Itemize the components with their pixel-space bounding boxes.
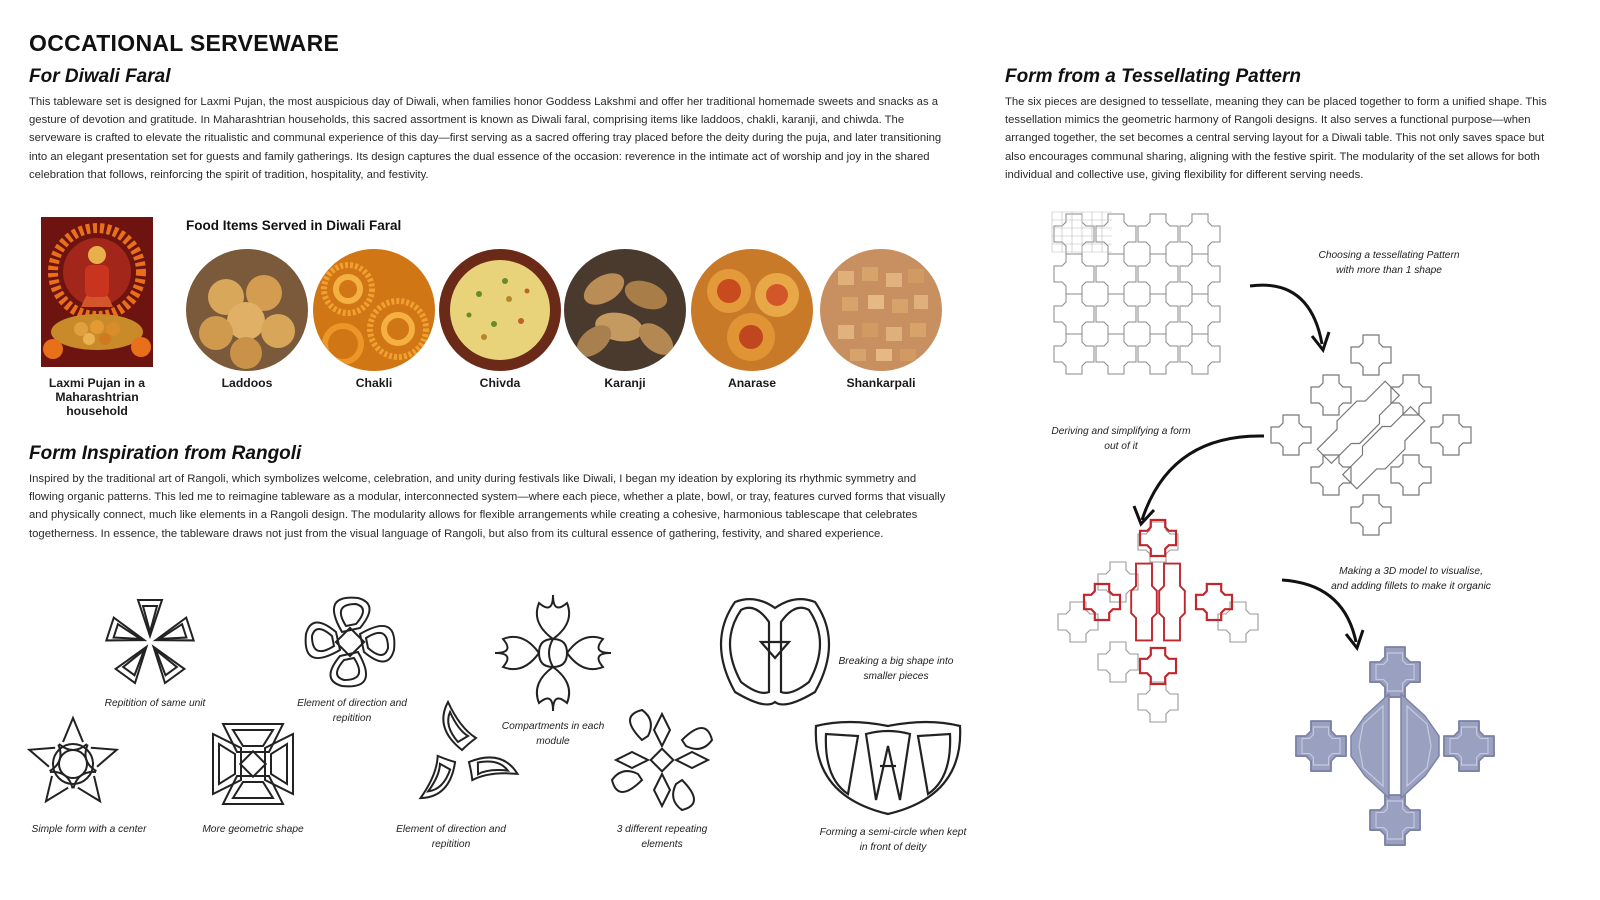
diwali-paragraph: This tableware set is designed for Laxmi Pujan, the most auspicious day of Diwali, when families honor Goddess Lakshmi and offer her traditional homemade sweets and snacks as a gesture of devotion and gratitude. In Maharashtrian households, this sacred assortment is known as Diwali faral, comprising items like laddoos, chakli, karanji, and chiwda. The serveware is crafted to elevate the ritualistic and communal experience of this day—first serving as a sacred offering tray placed before the deity during the puja, and later transitioning into an elegant presentation set for guests and family gatherings. Its design captures the dual essence of the occasion: reverence in the intimate act of worship and joy in the shared celebration that follows, reinforcing the spirit of tradition, hospitality, and festivity. xyxy=(29,96,942,181)
caption-breaking-shape: Breaking a big shape into smaller pieces xyxy=(838,656,954,682)
food-label: Shankarpali xyxy=(846,376,916,390)
motif-compartments xyxy=(493,594,613,717)
laxmi-pujan-image xyxy=(41,217,153,367)
caption-semi-circle: Forming a semi-circle when kept in front of deity xyxy=(819,827,967,853)
caption-repetition-same-unit: Repitition of same unit xyxy=(104,698,206,709)
chakli-image xyxy=(313,249,435,371)
motif-repetition-same-unit xyxy=(95,592,205,697)
caption-simple-form: Simple form with a center xyxy=(31,824,147,835)
chivda-image xyxy=(439,249,561,371)
page-title: OCCATIONAL SERVEWARE xyxy=(29,30,340,56)
tessellation-grid-pattern xyxy=(1052,212,1224,379)
anarase-image xyxy=(691,249,813,371)
caption-choosing-pattern: Choosing a tessellating Pattern with more than 1 shape xyxy=(1318,250,1460,276)
tessellation-heading: Form from a Tessellating Pattern xyxy=(1005,66,1301,87)
caption-three-elements: 3 different repeating elements xyxy=(616,824,708,850)
food-items-heading: Food Items Served in Diwali Faral xyxy=(186,218,402,233)
motif-geometric-shape xyxy=(206,714,300,819)
highlighted-form-selection xyxy=(1048,512,1268,737)
food-label: Chakli xyxy=(355,376,393,390)
rangoli-paragraph: Inspired by the traditional art of Rangoli, which symbolizes welcome, celebration, and unity during festivals like Diwali, I began my ideation by exploring its rhythmic symmetry and flowing organic patterns. This led me to reimagine tableware as a modular, interconnected system—where each piece, whether a plate, bowl, or tray, features curved forms that visually and physically connect, much like elements in a Rangoli design. The modularity allows for flexible arrangements while creating a cohesive, harmonious tablescape that celebrates togetherness. In essence, the tableware draws not just from the visual language of Rangoli, but also from its cultural essence of gathering, festivity, and shared experience. xyxy=(29,473,946,540)
motif-breaking-shape xyxy=(712,594,838,715)
motif-semi-circle xyxy=(812,716,964,821)
motif-three-elements xyxy=(604,702,720,823)
shankarpali-image xyxy=(820,249,942,371)
motif-direction-repetition-2 xyxy=(410,700,514,821)
laddoos-image xyxy=(186,249,308,371)
food-label: Chivda xyxy=(479,376,521,390)
food-label: Karanji xyxy=(604,376,646,390)
food-label: Anarase xyxy=(727,376,777,390)
food-label: Laddoos xyxy=(221,376,273,390)
3d-model-render xyxy=(1290,640,1500,857)
caption-geometric-shape: More geometric shape xyxy=(202,824,304,835)
motif-direction-repetition xyxy=(300,592,400,697)
caption-deriving-form: Deriving and simplifying a form out of it xyxy=(1051,426,1191,452)
derived-outline-arrangement xyxy=(1258,322,1484,553)
pujan-caption: Laxmi Pujan in a Maharashtrian household xyxy=(48,376,146,418)
tessellation-paragraph: The six pieces are designed to tessellate, meaning they can be placed together to form a unified shape. This tessellation mimics the geometric harmony of Rangoli designs. It also serves a functional purpose—when arranged together, the set becomes a central serving layout for a Diwali table. This not only saves space but also encourages communal sharing, aligning with the festive spirit. The modularity of the set allows for both individual and collective use, giving flexibility for different serving needs. xyxy=(1005,96,1547,181)
diwali-heading: For Diwali Faral xyxy=(29,66,171,87)
caption-direction-repetition-2: Element of direction and repitition xyxy=(396,824,506,850)
karanji-image xyxy=(564,249,686,371)
caption-direction-repetition: Element of direction and repitition xyxy=(297,698,407,724)
caption-compartments: Compartments in each module xyxy=(501,721,605,747)
motif-simple-form xyxy=(20,714,126,819)
rangoli-heading: Form Inspiration from Rangoli xyxy=(29,443,302,464)
caption-making-3d: Making a 3D model to visualise, and adding fillets to make it organic xyxy=(1331,566,1491,592)
